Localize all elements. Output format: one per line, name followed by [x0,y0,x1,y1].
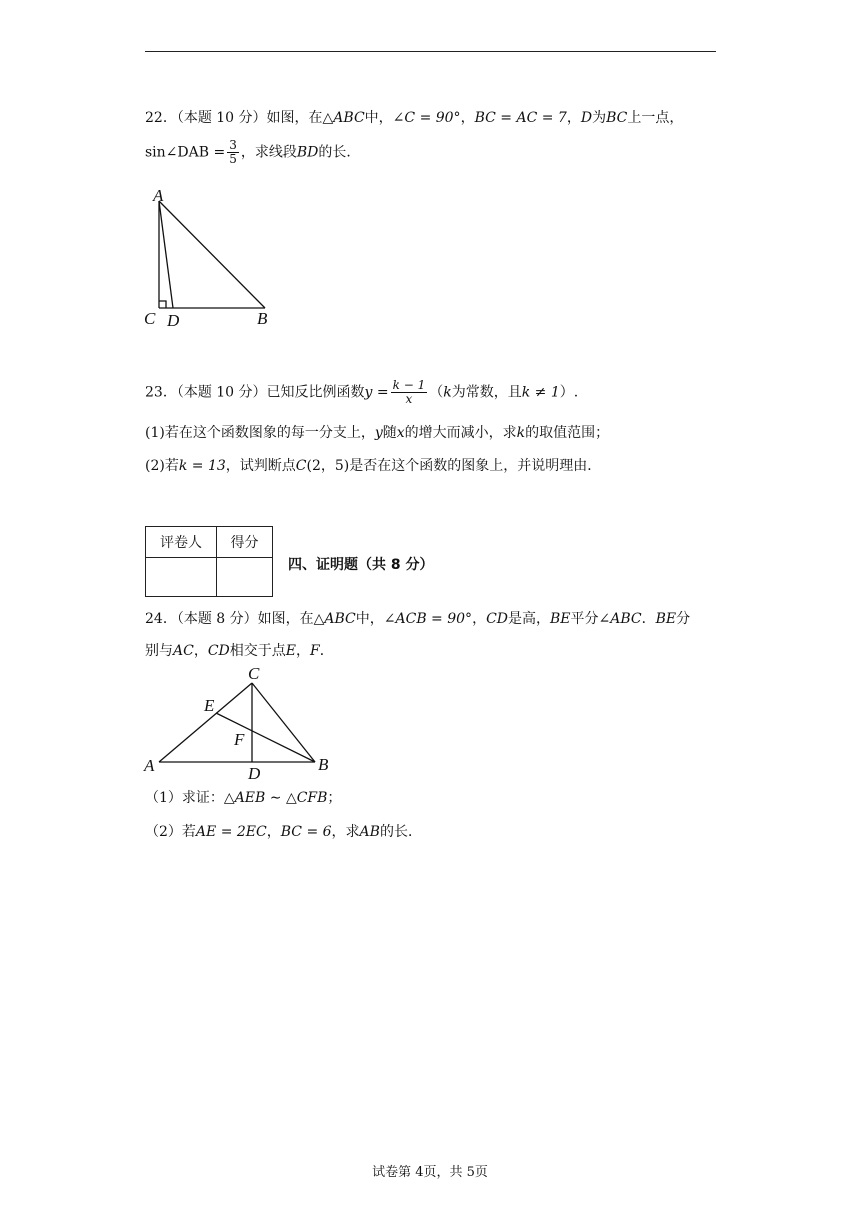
fraction-numerator: 3 [229,138,237,152]
q24-p2-text: ，求 [331,824,360,840]
q23-text: ）. [559,384,579,401]
q24-line1 [145,608,690,628]
q24-text: ． [641,611,656,627]
q23-p2-text: (2)若 [145,458,179,474]
q23-y-eq: y = [364,384,389,401]
q24-point-e: E [285,643,296,659]
q24-segment-be: BE [655,611,677,627]
fraction-numerator: k − 1 [392,378,426,392]
q23-p1-k: k [516,425,526,441]
label-f: F [234,730,245,749]
segment-ac [159,683,252,762]
section-title: 四、证明题（共 8 分） [288,557,434,573]
q24-segment-cd: CD [486,611,508,627]
q24-comma: ， [296,643,310,659]
label-d: D [248,764,261,782]
label-a: A [144,756,155,775]
label-a: A [153,186,164,205]
q24-point-f: F [310,643,320,659]
q23-p2-text: ，试判断点 [225,458,296,474]
score-table [145,526,273,597]
label-b: B [257,309,268,328]
q24-text: 平分 [570,611,599,627]
q23-condition: k ≠ 1 [521,384,560,401]
q24-intro: 24．（本题 8 分）如图，在 [145,611,314,627]
q24-text: 相交于点 [229,643,286,659]
q22-sine: sin∠DAB = [145,144,226,161]
q24-p1-text: ； [327,790,342,806]
q23-part2 [145,455,601,475]
q22-text: 上一点， [627,110,684,126]
q24-p1-text: （1）求证： [145,790,224,806]
label-c: C [248,664,260,683]
q24-p2-condition2: BC = 6 [280,824,332,840]
q22-angle-c: ∠C = 90° [392,110,461,126]
q24-segment-ac: AC [173,643,194,659]
q23-p1-x: x [396,425,405,441]
q24-segment-be: BE [550,611,571,627]
fraction-denominator: x [405,392,413,406]
q24-p2-text: 的长． [379,824,422,840]
q24-text: 是高， [508,611,550,627]
q22-figure [140,185,280,330]
q23-text: （ [429,384,444,401]
q23-p1-y: y [374,425,383,441]
q24-text: ． [319,643,334,659]
q22-comma: ， [460,110,475,126]
fraction-denominator: 5 [229,152,237,166]
q22-line2 [145,139,360,166]
q24-part2 [145,821,422,841]
q23-p2-point-c: C [295,458,307,474]
segment-ab [159,201,265,308]
q24-comma: ， [472,611,487,627]
q23-p1-text: 随 [382,425,397,441]
header-rule [145,51,716,52]
q24-triangle: △ABC [313,611,356,627]
q23-text: 为常数，且 [451,384,522,401]
label-b: B [318,755,329,774]
q24-segment-cd: CD [207,643,230,659]
right-angle-mark [159,301,166,308]
q22-text: 中， [364,110,393,126]
q23-p1-text: 的增大而减小，求 [404,425,517,441]
q24-angle-acb: ∠ACB = 90° [383,611,473,627]
q24-p2-text: ， [266,824,281,840]
q24-text: 别与 [145,643,173,659]
score-header-score: 得分 [217,527,273,558]
q23-intro: 23．（本题 10 分）已知反比例函数 [145,384,365,401]
q24-figure [140,662,340,782]
segment-cb [252,683,315,762]
q22-comma: ， [566,110,581,126]
q22-segment-bd: BD [296,144,319,161]
q22-fraction [227,139,239,166]
q24-comma: ， [193,643,208,659]
score-cell-grader[interactable] [146,558,217,597]
q23-fraction [391,379,428,406]
q24-p2-segment-ab: AB [359,824,380,840]
q23-p1-text: (1)若在这个函数图象的每一分支上， [145,425,375,441]
q22-equality: BC = AC = 7 [474,110,567,126]
q22-text: ，求线段 [240,144,297,161]
q22-point-d: D [580,110,593,126]
q23-part1 [145,422,609,442]
label-c: C [144,309,156,328]
q22-triangle: △ABC [322,110,365,126]
label-d: D [167,311,180,330]
q24-p2-text: （2）若 [145,824,196,840]
score-header-grader: 评卷人 [146,527,217,558]
q22-line1 [145,107,683,127]
score-cell-score[interactable] [217,558,273,597]
q23-k: k [443,384,452,401]
segment-be [216,713,315,762]
segment-ad [159,201,173,308]
q22-segment-bc: BC [606,110,628,126]
q24-text: 中， [355,611,384,627]
q24-text: 分 [676,611,691,627]
page-footer: 试卷第 4页，共 5页 [372,1165,488,1180]
q24-p2-condition1: AE = 2EC [195,824,267,840]
q24-part1 [145,787,341,807]
q22-text: 的长． [318,144,361,161]
q23-p2-text: (2，5)是否在这个函数的图象上，并说明理由． [306,458,602,474]
q24-line2 [145,640,334,660]
q24-angle-abc: ∠ABC [598,611,642,627]
q22-intro: 22．（本题 10 分）如图，在 [145,110,323,126]
label-e: E [204,696,215,715]
q23-line1 [145,379,578,406]
q23-p2-k: k = 13 [178,458,226,474]
q23-p1-text: 的取值范围； [525,425,610,441]
q22-text: 为 [592,110,607,126]
q24-p1-similarity: △AEB ∼ △CFB [223,790,328,806]
